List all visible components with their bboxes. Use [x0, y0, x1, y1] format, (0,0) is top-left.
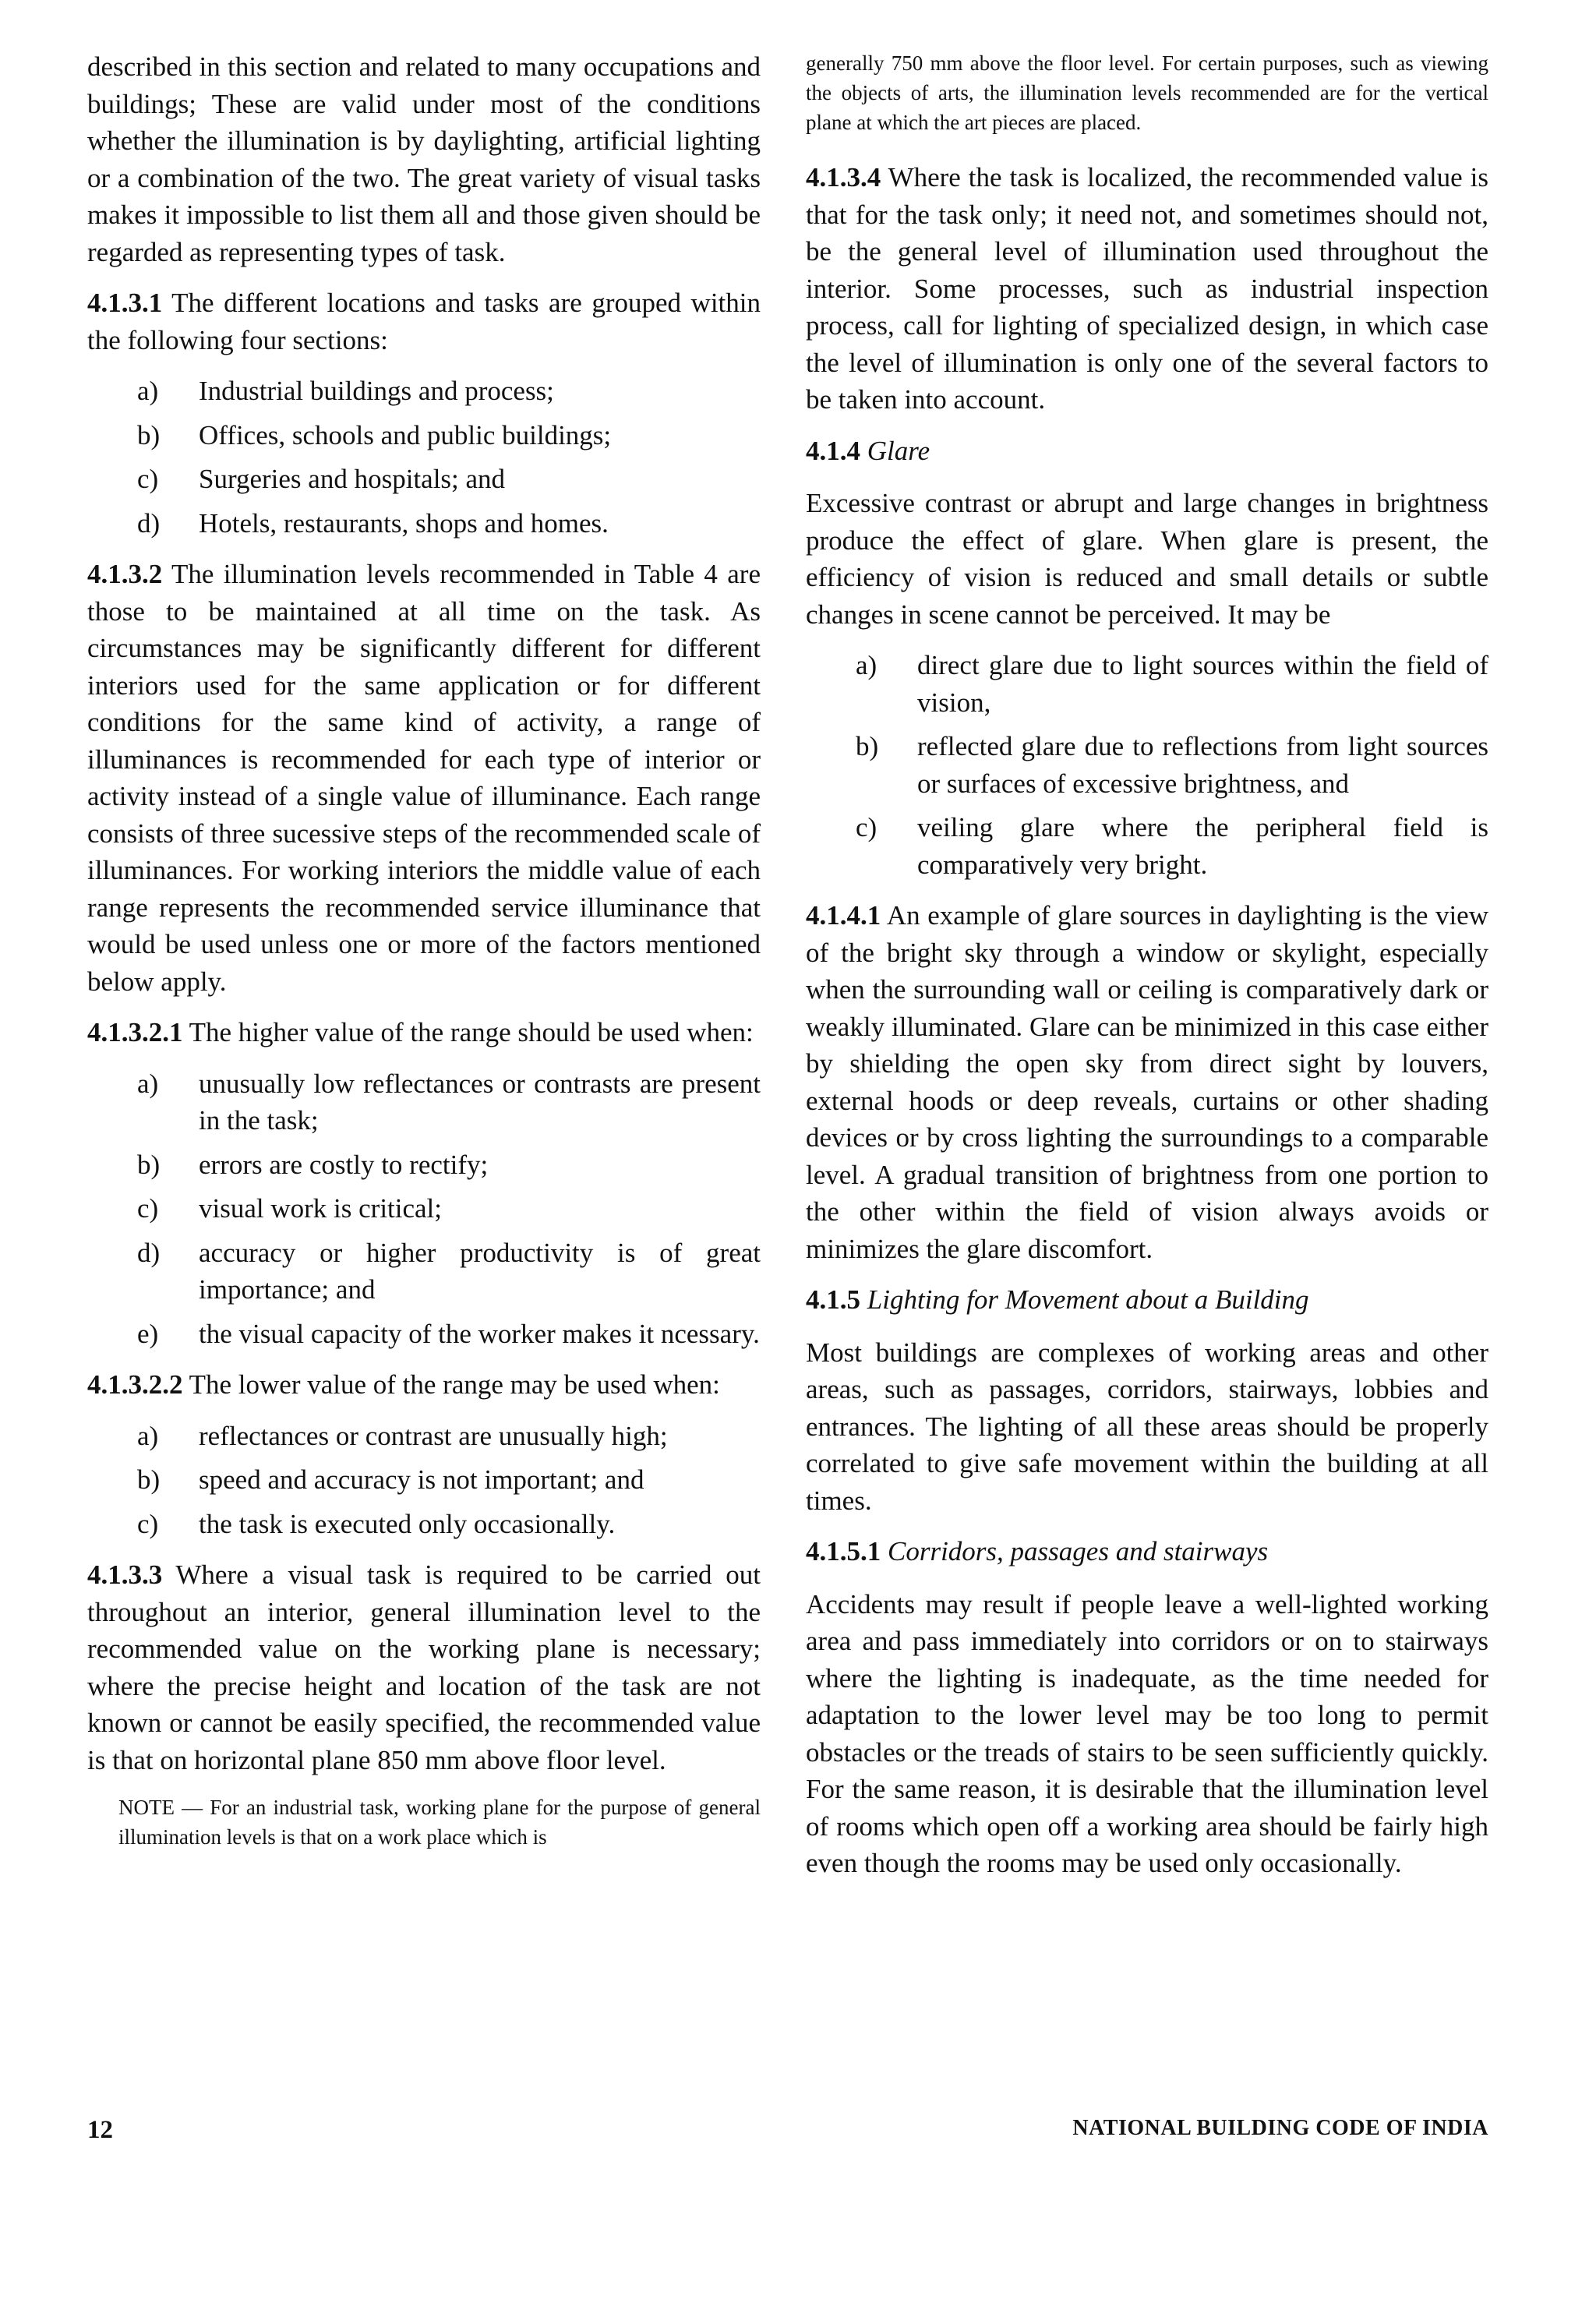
- section-number: 4.1.5: [806, 1284, 860, 1315]
- section-4-1-3-1-list: [87, 373, 761, 542]
- section-4-1-3-3: [87, 1556, 761, 1778]
- list-item-text: accuracy or higher productivity is of great importance; and: [199, 1237, 761, 1305]
- section-number: 4.1.5.1: [806, 1536, 881, 1566]
- section-4-1-3-4: [806, 159, 1488, 419]
- section-title: Lighting for Movement about a Building: [867, 1284, 1309, 1315]
- list-marker: c): [137, 1193, 159, 1224]
- list-item: [87, 1234, 761, 1309]
- list-item: [806, 809, 1488, 883]
- list-marker: b): [137, 1464, 161, 1495]
- list-item: [87, 1418, 761, 1455]
- section-number: 4.1.3.3: [87, 1559, 163, 1590]
- section-4-1-4-1: [806, 897, 1488, 1267]
- section-number: 4.1.3.4: [806, 162, 881, 192]
- list-marker: b): [137, 419, 161, 450]
- list-marker: d): [137, 507, 161, 539]
- list-item-text: visual work is critical;: [199, 1193, 443, 1224]
- list-item-text: direct glare due to light sources within the field of vision,: [917, 650, 1488, 718]
- list-item-text: reflected glare due to reflections from light sources or surfaces of excessive brightness, and: [917, 731, 1488, 799]
- list-marker: c): [137, 464, 159, 494]
- section-4-1-3-2-2-list: [87, 1418, 761, 1543]
- list-item: [87, 1065, 761, 1139]
- section-4-1-4-list: [806, 647, 1488, 883]
- list-item: [87, 461, 761, 498]
- list-item-text: Hotels, restaurants, shops and homes.: [199, 507, 609, 539]
- section-text: An example of glare sources in daylighting is the view of the bright sky through a window or skylight, especially when the surrounding wall or ceiling is comparatively dark or weakly illuminated. Glare can be minimized in this case either by shielding the open sky from direct sight by louvers, external hoods or deep reveals, curtains or other shading devices or by cross lighting the surroundings to a comparable level. A gradual transition of brightness from one portion to the other within the field of vision always avoids or minimizes the glare discomfort.: [806, 900, 1488, 1264]
- section-text: Where a visual task is required to be carried out throughout an interior, general illumination level to the recommended value on the working plane is necessary; where the precise height and location of the task are not known or cannot be easily specified, the recommended value is that on horizontal plane 850 mm above floor level.: [87, 1559, 761, 1775]
- section-title: Glare: [867, 435, 930, 466]
- list-marker: e): [137, 1318, 159, 1349]
- list-item-text: Surgeries and hospitals; and: [199, 464, 506, 494]
- list-item-text: reflectances or contrast are unusually high;: [199, 1420, 668, 1451]
- publication-title: NATIONAL BUILDING CODE OF INDIA: [1072, 2116, 1488, 2140]
- heading-4-1-5: [806, 1281, 1488, 1319]
- section-4-1-3-2-1: [87, 1014, 761, 1051]
- section-number: 4.1.4.1: [806, 900, 881, 931]
- intro-paragraph: described in this section and related to many occupations and buildings; These are valid under most of the conditions whether the illumination is by daylighting, artificial lighting or a combination of the two. The great variety of visual tasks makes it impossible to list them all and those given should be regarded as representing types of task.: [87, 51, 761, 267]
- list-item-text: veiling glare where the peripheral field is comparatively very bright.: [917, 812, 1488, 880]
- section-text: The higher value of the range should be used when:: [189, 1017, 754, 1047]
- list-item: [87, 1190, 761, 1227]
- list-item: [87, 417, 761, 454]
- list-item: [87, 373, 761, 410]
- list-item-text: errors are costly to rectify;: [199, 1149, 489, 1180]
- section-4-1-4-text: Excessive contrast or abrupt and large changes in brightness produce the effect of glare. When glare is present, the efficiency of vision is reduced and small details or subtle changes in scene cannot be perceived. It may be: [806, 488, 1488, 630]
- list-marker: c): [856, 812, 877, 842]
- section-4-1-3-2: [87, 556, 761, 1000]
- list-marker: b): [137, 1149, 161, 1180]
- list-marker: d): [137, 1237, 161, 1268]
- section-text: Where the task is localized, the recommended value is that for the task only; it need not, and sometimes should not, be the general level of illumination used throughout the interior. Some processes, such as industrial inspection process, call for lighting of specialized design, in which case the level of illumination is only one of the several factors to be taken into account.: [806, 162, 1488, 415]
- list-marker: a): [137, 376, 159, 406]
- list-marker: c): [137, 1508, 159, 1539]
- list-item: [87, 1461, 761, 1499]
- section-4-1-3-2-2: [87, 1366, 761, 1404]
- section-number: 4.1.4: [806, 435, 860, 466]
- heading-4-1-5-1: [806, 1533, 1488, 1570]
- list-item: [806, 728, 1488, 802]
- note-continuation: generally 750 mm above the floor level. For certain purposes, such as viewing the objects of arts, the illumination levels recommended are for the vertical plane at which the art pieces are placed.: [806, 51, 1488, 134]
- section-number: 4.1.3.2.2: [87, 1369, 183, 1400]
- list-item-text: Offices, schools and public buildings;: [199, 419, 612, 450]
- note-text: NOTE — For an industrial task, working plane for the purpose of general illumination levels is that on a work place which is: [118, 1796, 761, 1849]
- section-4-1-3-1: [87, 284, 761, 359]
- page-number: 12: [87, 2116, 113, 2144]
- section-title: Corridors, passages and stairways: [888, 1536, 1269, 1566]
- section-number: 4.1.3.1: [87, 288, 163, 318]
- section-number: 4.1.3.2.1: [87, 1017, 183, 1047]
- list-item-text: the task is executed only occasionally.: [199, 1508, 616, 1539]
- section-text: The different locations and tasks are grouped within the following four sections:: [87, 288, 761, 355]
- list-item-text: the visual capacity of the worker makes it ncessary.: [199, 1318, 760, 1349]
- list-item-text: speed and accuracy is not important; and: [199, 1464, 644, 1495]
- section-4-1-3-2-1-list: [87, 1065, 761, 1353]
- section-number: 4.1.3.2: [87, 559, 163, 589]
- section-text: The illumination levels recommended in Table 4 are those to be maintained at all time on the task. As circumstances may be significantly different for different interiors used for the same application or for different conditions for the same kind of activity, a range of illuminances is recommended for each type of interior or activity instead of a single value of illuminance. Each range consists of three sucessive steps of the recommended scale of illuminances. For working interiors the middle value of each range represents the recommended service illuminance that would be used unless one or more of the factors mentioned below apply.: [87, 559, 761, 997]
- list-marker: a): [856, 650, 877, 680]
- list-item: [87, 1506, 761, 1543]
- section-4-1-5-1-text: Accidents may result if people leave a well-lighted working area and pass immediately into corridors or on to stairways where the lighting is inadequate, as the time needed for adaptation to the lower level may be too long to permit obstacles or the treads of stairs to be seen sufficiently quickly. For the same reason, it is desirable that the illumination level of rooms which open off a working area should be fairly high even though the rooms may be used only occasionally.: [806, 1588, 1488, 1878]
- section-text: The lower value of the range may be used when:: [189, 1369, 720, 1400]
- section-4-1-5-text: Most buildings are complexes of working areas and other areas, such as passages, corridors, stairways, lobbies and entrances. The lighting of all these areas should be properly correlated to give safe movement within the building at all times.: [806, 1337, 1488, 1516]
- list-item-text: unusually low reflectances or contrasts are present in the task;: [199, 1068, 761, 1136]
- left-column: [87, 48, 761, 1852]
- list-item: [806, 647, 1488, 721]
- list-marker: b): [856, 731, 879, 761]
- list-marker: a): [137, 1420, 159, 1451]
- list-item: [87, 1146, 761, 1184]
- right-column: [806, 48, 1488, 1896]
- list-item: [87, 505, 761, 542]
- list-item-text: Industrial buildings and process;: [199, 376, 554, 406]
- list-marker: a): [137, 1068, 159, 1099]
- heading-4-1-4: [806, 433, 1488, 470]
- list-item: [87, 1316, 761, 1353]
